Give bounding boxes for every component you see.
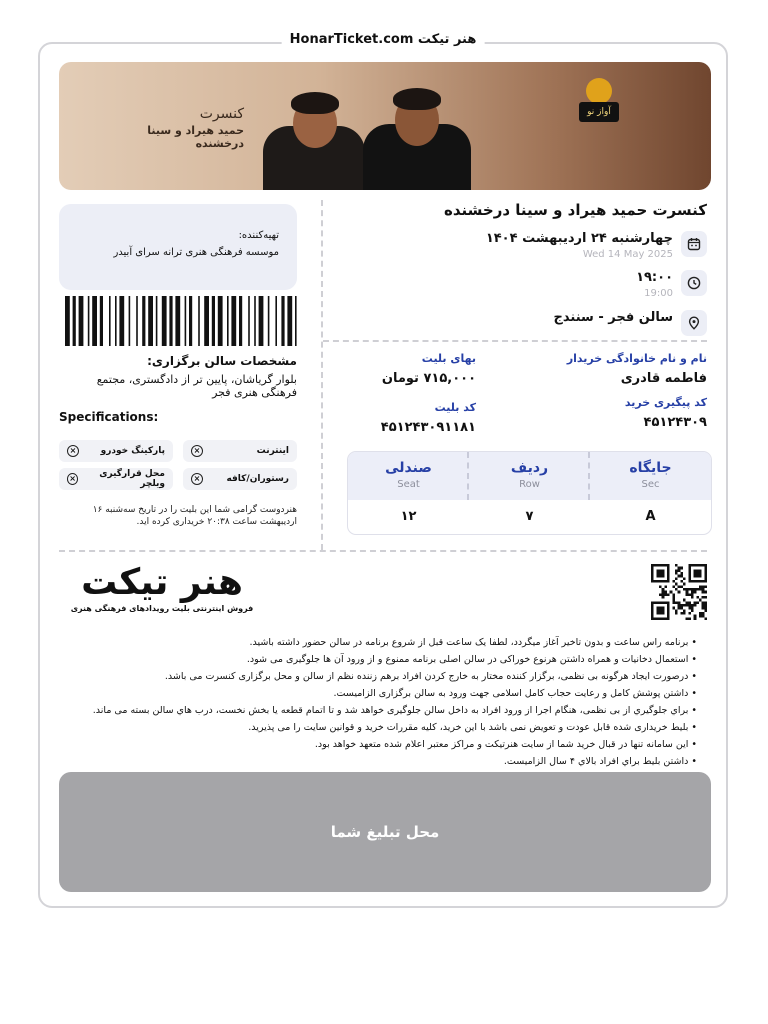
brand-wordmark: هنر تیکت <box>81 562 243 603</box>
bottom-divider <box>59 550 707 552</box>
ticket-code-label: کد بلیت <box>434 401 476 414</box>
ad-placeholder[interactable] <box>59 772 711 892</box>
venue-address: بلوار گریاشان، پایین تر از دادگستری، مجتمع فرهنگی هنری فجر <box>96 373 297 399</box>
tracking-code-label: کد پیگیری خرید <box>624 396 707 409</box>
spec-internet <box>183 440 297 462</box>
spec-restaurant <box>183 468 297 490</box>
banner-line1: کنسرت <box>199 106 244 122</box>
artist-photo-left <box>259 78 369 190</box>
event-date: چهارشنبه ۲۴ اردیبهشت ۱۴۰۴ <box>485 231 673 246</box>
spec-wheelchair <box>59 468 173 490</box>
section-divider <box>323 340 707 342</box>
organizer-name: موسسه فرهنگی هنری ترانه سرای آبیدر <box>113 247 279 258</box>
banner-text <box>109 106 244 150</box>
location-pin-icon <box>681 310 707 336</box>
qr-code <box>651 564 707 620</box>
seat-col-title: جایگاه <box>629 460 672 476</box>
rule-item: • براي جلوگيري از بی نظمی، هنگام اجرا از ورود افراد به داخل سالن جلوگیری خواهد شد و تا اتمام قطعه یا بخش نخست، درب هاي سالن بسته می ماند. <box>59 702 697 719</box>
tracking-code: ۴۵۱۲۴۳۰۹ <box>643 415 707 430</box>
brand-logo <box>59 564 265 620</box>
buyer-name-field <box>547 352 707 386</box>
rules-list <box>59 634 707 770</box>
rule-item: • داشتن پوشش کامل و رعایت حجاب کامل اسلامی جهت ورود به سالن برگزاری الزامیست. <box>59 685 697 702</box>
seat-table-header <box>348 452 711 500</box>
unavailable-icon: × <box>191 445 203 457</box>
spec-parking <box>59 440 173 462</box>
event-time-row <box>327 270 707 299</box>
spec-label: رستوران/کافه <box>226 474 289 484</box>
seat-table <box>347 451 712 535</box>
rule-item: • برنامه راس ساعت و بدون تاخیر آغاز میگردد، لطفا یک ساعت قبل از شروع برنامه در سالن حضور داشته باشید. <box>59 634 697 651</box>
banner-line2: حمید هیراد و سینا درخشنده <box>147 124 244 150</box>
unavailable-icon: × <box>191 473 203 485</box>
rule-item: • درصورت ایجاد هرگونه بی نظمی، برگزار کننده مختار به خارج کردن افراد برهم زننده نظم از سالن و محل برگزاری کنسرت می باشد. <box>59 668 697 685</box>
ticket-card <box>38 32 728 908</box>
seat-col-en: Sec <box>641 479 660 490</box>
specifications-title: Specifications: <box>59 410 159 424</box>
seat-col-section <box>590 452 711 500</box>
event-time-en: 19:00 <box>644 288 673 299</box>
organizer-logo <box>579 78 619 126</box>
seat-col-en: Seat <box>397 479 420 490</box>
event-banner <box>59 62 711 190</box>
vertical-divider <box>321 200 323 550</box>
organizer-box <box>59 204 297 290</box>
ticket-code-field <box>346 401 476 435</box>
ticket-code: ۴۵۱۲۴۳۰۹۱۱۸۱ <box>380 420 476 435</box>
event-venue-row <box>327 310 707 336</box>
unavailable-icon: × <box>67 473 78 485</box>
ad-text: محل تبلیغ شما <box>330 823 440 841</box>
rule-item: • بلیط خریداری شده قابل عودت و تعویض نمی باشد با این خرید، کلیه مقررات خرید و قوانین سایت را می پذیرید. <box>59 719 697 736</box>
seat-col-row <box>469 452 590 500</box>
calendar-icon <box>681 231 707 257</box>
spec-label: اینترنت <box>256 446 289 456</box>
section-value: A <box>645 509 656 524</box>
clock-icon <box>681 270 707 296</box>
spec-label: محل قرارگیری ویلچر <box>99 469 165 489</box>
seat-col-en: Row <box>519 479 540 490</box>
organizer-label: تهیه‌کننده: <box>238 230 279 241</box>
event-title: کنسرت حمید هیراد و سینا درخشنده <box>444 201 707 219</box>
ticket-price-field <box>346 352 476 386</box>
event-date-en: Wed 14 May 2025 <box>582 249 673 260</box>
row-value: ۷ <box>525 509 534 524</box>
barcode <box>65 296 297 346</box>
rule-item: • استعمال دخانیات و همراه داشتن هرنوع خوراکی در سالن اصلی برنامه ممنوع و از ورود آن ها جلوگیری می شود. <box>59 651 697 668</box>
spec-label: پارکینگ خودرو <box>100 446 165 456</box>
buyer-name: فاطمه قادری <box>620 371 707 386</box>
purchase-note: هنردوست گرامی شما این بلیت را در تاریخ سه‌شنبه ۱۶ اردیبهشت ساعت ۲۰:۳۸ خریداری کرده اید. <box>92 505 297 527</box>
buyer-name-label: نام و نام خانوادگی خریدار <box>566 352 707 365</box>
seat-col-title: صندلی <box>385 460 432 476</box>
event-venue: سالن فجر - سنندج <box>553 310 673 325</box>
ticket-price: ۷۱۵,۰۰۰ تومان <box>381 371 476 386</box>
artist-photo-right <box>359 78 475 190</box>
seat-value: ۱۲ <box>400 509 417 524</box>
tracking-code-field <box>547 396 707 430</box>
seat-table-values <box>348 500 711 534</box>
venue-info-title: مشخصات سالن برگزاری: <box>147 354 297 368</box>
site-label[interactable]: هنر تیکت HonarTicket.com <box>282 32 485 47</box>
rule-item: • این سامانه تنها در قبال خرید شما از سایت هنرتیکت و مراکز معتبر اعلام شده متعهد خواهد بود. <box>59 736 697 753</box>
ticket-price-label: بهای بلیت <box>421 352 476 365</box>
brand-tagline: فروش اینترنتی بلیت رویدادهای فرهنگی هنری <box>70 604 254 613</box>
rule-item: • داشتن بلیط براي افراد بالاي ۴ سال الزامیست. <box>59 753 697 770</box>
organizer-logo-text: آواز نو <box>579 102 619 122</box>
seat-col-title: ردیف <box>510 460 549 476</box>
seat-col-seat <box>348 452 469 500</box>
event-date-row <box>327 231 707 260</box>
event-time: ۱۹:۰۰ <box>636 270 673 285</box>
unavailable-icon: × <box>67 445 79 457</box>
